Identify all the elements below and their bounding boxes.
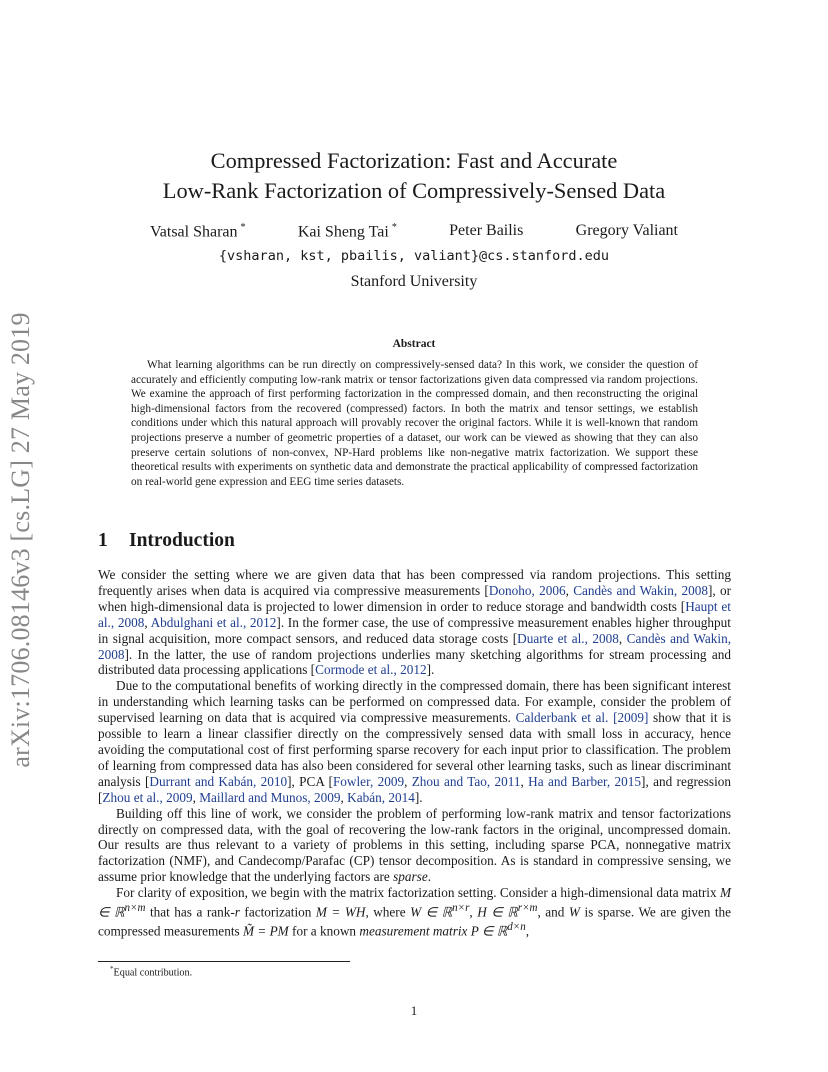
paragraph: We consider the setting where we are given data that has been compressed via random projections. This setting frequently arises when data is acquired via compressive measurements [Donoho, 2006, Candès and Wakin, 2008], or when high-dimensional data is projected to lower dimension in order to reduce storage and bandwidth costs [Haupt et al., 2008, Abdulghani et al., 2012]. In the former case, the use of compressive measurement enables higher throughput in signal acquisition, more compact sensors, and reduced data storage costs [Duarte et al., 2008, Candès and Wakin, 2008]. In the latter, the use of random projections underlies many sketching algorithms for stream processing and distributed data processing applications [Cormode et al., 2012].	[98, 567, 732, 678]
page-number: 1	[410, 1003, 418, 1018]
math: M ∈ ℝ	[98, 885, 731, 920]
citation-link[interactable]: Duarte et al., 2008	[517, 630, 619, 646]
citation-link[interactable]: Calderbank et al. [2009]	[515, 710, 649, 726]
footnote-text: Equal contribution.	[113, 967, 193, 979]
author-emails: {vsharan, kst, pbailis, valiant}@cs.stanford.edu	[218, 248, 610, 264]
title-line-2: Low-Rank Factorization of Compressively-Sensed Data	[162, 178, 666, 203]
paragraph: For clarity of exposition, we begin with the matrix factorization setting. Consider a high-dimensional data matrix M ∈ ℝ$^{n\times m}$ that has a rank-r factorization M = WH, where W ∈ ℝ$^{n\times r}$, H ∈ ℝ$^{r\times m}$, and W is sparse. We are given the compressed measurements M̃ = PM for a known measurement matrix P ∈ ℝ$^{d\times n}$,	[98, 885, 732, 939]
author: Gregory Valiant	[575, 222, 678, 239]
citation-link[interactable]: Donoho, 2006	[488, 582, 566, 598]
abstract-heading: Abstract	[392, 338, 436, 350]
citation-link[interactable]: Durrant and Kabán, 2010	[149, 773, 288, 789]
equal-contribution-mark: *	[240, 222, 246, 233]
emphasis: sparse	[393, 869, 428, 885]
author: Vatsal Sharan *	[150, 222, 246, 241]
section-number: 1	[98, 530, 108, 551]
author: Peter Bailis	[449, 222, 524, 239]
abstract-text: What learning algorithms can be run directly on compressively-sensed data? In this work, we consider the question of accurately and efficiently computing low-rank matrix or tensor factorizations given data compressed via random projections. We examine the approach of first performing factorization in the compressed domain, and then reconstructing the original high-dimensional factors from the recovered (compressed) factors. In both the matrix and tensor settings, we establish conditions under which this natural approach will provably recover the original factors. While it is well-known that random projections preserve a number of geometric properties of a dataset, our work can be viewed as showing that they can also preserve certain solutions of non-convex, NP-Hard problems like non-negative matrix factorization. We support these theoretical results with experiments on synthetic data and demonstrate the practical applicability of compressed factorization on real-world gene expression and EEG time series datasets.	[131, 359, 698, 488]
section-title: Introduction	[129, 530, 235, 551]
arxiv-identifier-stamp: arXiv:1706.08146v3 [cs.LG] 27 May 2019	[6, 312, 35, 768]
citation-link[interactable]: Fowler, 2009	[332, 773, 405, 789]
affiliation: Stanford University	[350, 273, 478, 290]
paragraph: Building off this line of work, we consider the problem of performing low-rank matrix and tensor factorizations directly on compressed data, with the goal of recovering the low-rank factors in the original, uncompressed domain. Our results are thus relevant to a variety of problems in this setting, including sparse PCA, nonnegative matrix factorization (NMF), and Candecomp/Parafac (CP) tensor decomposition. As is standard in compressive sensing, we assume prior knowledge that the underlying factors are sparse.	[98, 805, 731, 885]
author: Kai Sheng Tai *	[297, 222, 397, 241]
citation-link[interactable]: Ha and Barber, 2015	[528, 773, 642, 789]
paper-title	[0, 146, 828, 206]
math: H ∈ ℝ	[477, 904, 518, 920]
math: W ∈ ℝ	[410, 904, 453, 920]
footnote-mark: *	[110, 965, 114, 973]
citation-link[interactable]: Candès and Wakin, 2008	[573, 582, 708, 598]
citation-link[interactable]: Candès and Wakin, 2008	[98, 630, 732, 662]
footnote	[110, 965, 192, 978]
emphasis: measurement matrix	[359, 923, 468, 939]
author-list	[150, 222, 678, 241]
equal-contribution-mark: *	[391, 222, 397, 233]
citation-link[interactable]: Maillard and Munos, 2009	[199, 789, 341, 805]
section-heading	[98, 530, 235, 552]
math: M̃ = PM	[242, 923, 289, 939]
citation-link[interactable]: Zhou and Tao, 2011	[411, 773, 521, 789]
citation-link[interactable]: Kabán, 2014	[347, 789, 415, 805]
citation-link[interactable]: Abdulghani et al., 2012	[150, 614, 277, 630]
paragraph: Due to the computational benefits of working directly in the compressed domain, there has been significant interest in understanding which learning tasks can be performed on compressed data. For example, consider the problem of supervised learning on data that is acquired via compressive measurements. Calderbank et al. [2009] show that it is possible to learn a linear classifier directly on the compressively sensed data with small loss in accuracy, hence avoiding the computational cost of first performing sparse recovery for each input prior to classification. The problem of learning from compressed data has also been considered for several other learning tasks, such as linear discriminant analysis [Durrant and Kabán, 2010], PCA [Fowler, 2009, Zhou and Tao, 2011, Ha and Barber, 2015], and regression [Zhou et al., 2009, Maillard and Munos, 2009, Kabán, 2014].	[98, 678, 732, 805]
body-text	[98, 567, 731, 940]
footnote-rule	[98, 961, 350, 962]
title-line-1: Compressed Factorization: Fast and Accurate	[210, 148, 618, 173]
math: P ∈ ℝ	[470, 923, 508, 939]
citation-link[interactable]: Cormode et al., 2012	[315, 662, 427, 678]
citation-link[interactable]: Zhou et al., 2009	[102, 789, 193, 805]
citation-link[interactable]: Haupt et al., 2008	[98, 598, 731, 630]
math: M = WH	[315, 904, 366, 920]
